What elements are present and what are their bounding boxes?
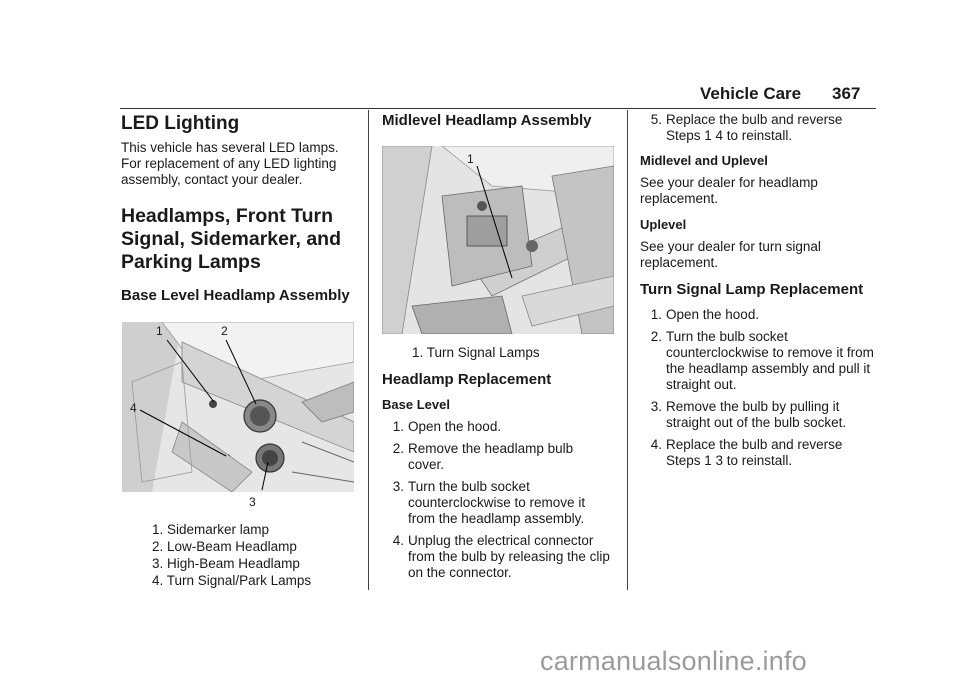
base-headlamp-illustration: [122, 322, 354, 492]
figure-label-1-midlevel: 1: [467, 152, 474, 166]
figure-label-3: 3: [249, 495, 256, 509]
section-title: Vehicle Care: [700, 84, 802, 103]
step-5-list: [640, 112, 876, 144]
step-item: 5. Replace the bulb and reverse Steps 1 4 to reinstall.: [650, 112, 843, 143]
step-item: 4. Unplug the electrical connector from the bulb by releasing the clip on the connector.: [392, 533, 610, 580]
led-lighting-body: This vehicle has several LED lamps. For replacement of any LED lighting assembly, contact your dealer.: [121, 140, 339, 187]
column-2-top: [382, 112, 620, 130]
base-level-subheading: Base Level: [382, 397, 450, 412]
midlevel-headlamp-figure: [382, 146, 614, 334]
page-number: 367: [832, 84, 861, 103]
turn-signal-heading: Turn Signal Lamp Replacement: [640, 281, 864, 298]
midlevel-caption: 1. Turn Signal Lamps: [412, 345, 540, 360]
caption-item: 3. High-Beam Headlamp: [152, 556, 300, 571]
midlevel-headlamp-illustration: [382, 146, 614, 334]
step-item: 3. Turn the bulb socket counterclockwise to remove it from the headlamp assembly.: [392, 479, 586, 526]
step-item: 1. Open the hood.: [650, 307, 760, 322]
headlamp-replacement-heading: Headlamp Replacement: [382, 371, 552, 388]
caption-item: 2. Low-Beam Headlamp: [152, 539, 297, 554]
midlevel-uplevel-subheading: Midlevel and Uplevel: [640, 153, 768, 168]
step-item: 1. Open the hood.: [392, 419, 502, 434]
uplevel-subheading: Uplevel: [640, 217, 687, 232]
caption-item: 1. Sidemarker lamp: [152, 522, 270, 537]
turn-signal-steps-list: [640, 307, 876, 469]
column-divider-2: [627, 110, 628, 590]
header-rule: [120, 108, 876, 109]
column-2-bottom: [382, 344, 620, 587]
headlamp-steps-list: [382, 419, 612, 581]
uplevel-body: See your dealer for turn signal replacement.: [640, 239, 821, 270]
midlevel-heading: Midlevel Headlamp Assembly: [382, 112, 592, 129]
figure-label-1: 1: [156, 324, 163, 338]
step-item: 3. Remove the bulb by pulling it straight out of the bulb socket.: [650, 399, 847, 430]
caption-item: 4. Turn Signal/Park Lamps: [152, 573, 312, 588]
midlevel-uplevel-body: See your dealer for headlamp replacement.: [640, 175, 818, 206]
column-divider-1: [368, 110, 369, 590]
headlamps-heading: Headlamps, Front Turn Signal, Sidemarker, and Parking Lamps: [121, 205, 342, 273]
step-item: 4. Replace the bulb and reverse Steps 1 3 to reinstall.: [650, 437, 843, 468]
base-headlamp-figure: [122, 322, 354, 492]
step-item: 2. Turn the bulb socket counterclockwise to remove it from the headlamp assembly and pull it straight out.: [650, 329, 874, 392]
led-lighting-heading: LED Lighting: [121, 113, 240, 134]
column-3: [640, 112, 876, 475]
base-level-heading: Base Level Headlamp Assembly: [121, 287, 350, 304]
figure-label-2: 2: [221, 324, 228, 338]
step-item: 2. Remove the headlamp bulb cover.: [392, 441, 574, 472]
column-1: [121, 112, 357, 305]
figure-label-4: 4: [130, 401, 137, 415]
watermark: carmanualsonline.info: [540, 646, 807, 676]
base-figure-captions: [152, 521, 362, 589]
